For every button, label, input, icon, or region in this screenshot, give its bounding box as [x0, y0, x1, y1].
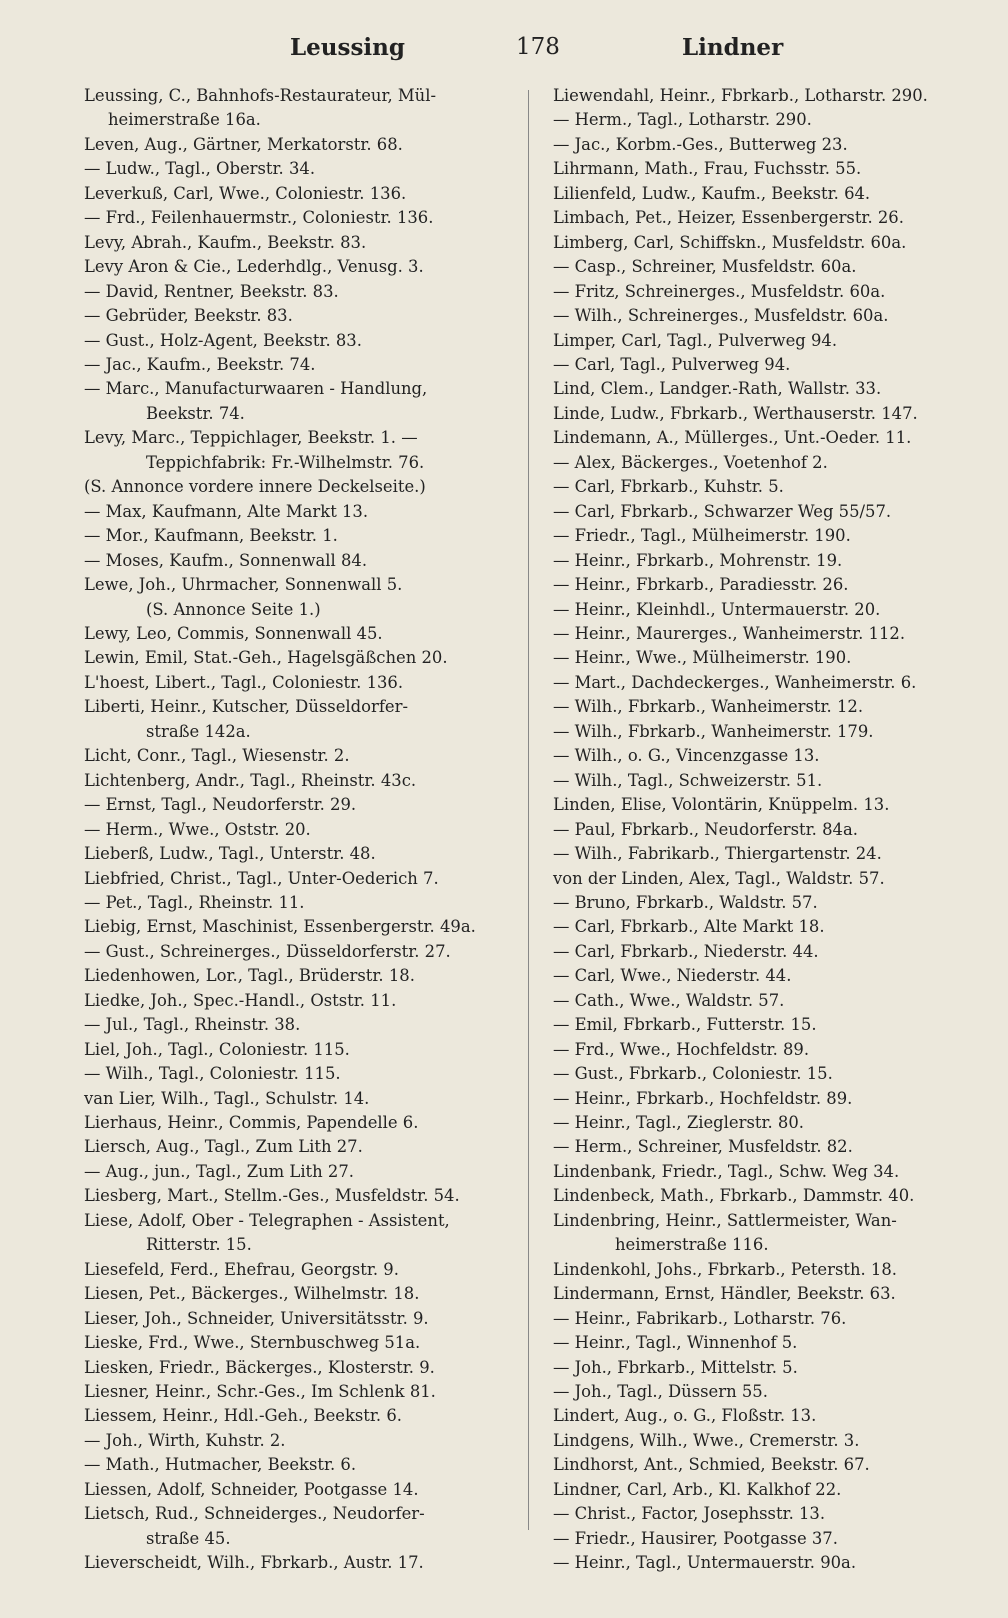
directory-entry-line: Ritterstr. 15.	[146, 1235, 252, 1255]
directory-entry-line: — David, Rentner, Beekstr. 83.	[84, 281, 339, 301]
directory-entry-line: — Emil, Fbrkarb., Futterstr. 15.	[553, 1015, 817, 1035]
directory-entry-line: — Carl, Fbrkarb., Kuhstr. 5.	[553, 477, 784, 497]
directory-entry-line: — Friedr., Hausirer, Pootgasse 37.	[553, 1528, 838, 1548]
left-column	[84, 84, 514, 1573]
directory-entry-line: — Mart., Dachdeckerges., Wanheimerstr. 6.	[553, 672, 917, 692]
directory-entry-line: — Paul, Fbrkarb., Neudorferstr. 84a.	[553, 819, 858, 839]
directory-entry-line: heimerstraße 116.	[615, 1235, 769, 1255]
directory-entry-line: — Ernst, Tagl., Neudorferstr. 29.	[84, 795, 357, 815]
page-number: 178	[516, 34, 560, 60]
directory-entry-line: Limper, Carl, Tagl., Pulverweg 94.	[553, 330, 838, 350]
directory-entry-line: Licht, Conr., Tagl., Wiesenstr. 2.	[84, 746, 350, 766]
directory-entry-line: — Heinr., Fbrkarb., Paradiesstr. 26.	[553, 575, 849, 595]
directory-entry-line: Liewendahl, Heinr., Fbrkarb., Lotharstr. 290.	[553, 86, 928, 105]
directory-entry-line: — Wilh., Tagl., Schweizerstr. 51.	[553, 770, 823, 790]
directory-entry-line: — Wilh., o. G., Vincenzgasse 13.	[553, 746, 820, 766]
directory-entry-line: Liel, Joh., Tagl., Coloniestr. 115.	[84, 1039, 350, 1059]
directory-entry-line: — Wilh., Fbrkarb., Wanheimerstr. 179.	[553, 721, 874, 741]
directory-entry-line: Liebfried, Christ., Tagl., Unter-Oederich 7.	[84, 868, 439, 888]
directory-entry-line: Lindgens, Wilh., Wwe., Cremerstr. 3.	[553, 1430, 860, 1450]
directory-entry-line: Lind, Clem., Landger.-Rath, Wallstr. 33.	[553, 379, 882, 399]
directory-entry-line: van Lier, Wilh., Tagl., Schulstr. 14.	[84, 1088, 370, 1108]
directory-entry-line: — Christ., Factor, Josephsstr. 13.	[553, 1504, 826, 1524]
directory-entry-line: Liesen, Pet., Bäckerges., Wilhelmstr. 18.	[84, 1284, 420, 1304]
directory-entry-line: Liedenhowen, Lor., Tagl., Brüderstr. 18.	[84, 966, 415, 986]
directory-entry-line: Linden, Elise, Volontärin, Knüppelm. 13.	[553, 795, 890, 815]
directory-entry-line: — Wilh., Tagl., Coloniestr. 115.	[84, 1064, 341, 1084]
directory-entry-line: Liessen, Adolf, Schneider, Pootgasse 14.	[84, 1479, 419, 1499]
directory-entry-line: — Gust., Fbrkarb., Coloniestr. 15.	[553, 1064, 833, 1084]
directory-entry-line: Liesken, Friedr., Bäckerges., Klosterstr. 9.	[84, 1357, 435, 1377]
directory-entry-line: — Frd., Feilenhauermstr., Coloniestr. 136.	[84, 208, 434, 228]
directory-entry-line: Liesberg, Mart., Stellm.-Ges., Musfeldstr. 54.	[84, 1186, 460, 1206]
directory-entry-line: Lindenbank, Friedr., Tagl., Schw. Weg 34.	[553, 1161, 900, 1181]
directory-entry-line: Lindenbring, Heinr., Sattlermeister, Wan-	[553, 1210, 897, 1230]
directory-entry-line: Leven, Aug., Gärtner, Merkatorstr. 68.	[84, 134, 403, 154]
directory-entry-line: straße 142a.	[146, 721, 251, 741]
directory-entry-line: Lindhorst, Ant., Schmied, Beekstr. 67.	[553, 1455, 870, 1475]
directory-entry-line: — Mor., Kaufmann, Beekstr. 1.	[84, 526, 338, 546]
directory-entry-line: — Carl, Fbrkarb., Alte Markt 18.	[553, 917, 825, 937]
directory-entry-line: Levy, Marc., Teppichlager, Beekstr. 1. —	[84, 428, 418, 448]
directory-entry-line: Lindenbeck, Math., Fbrkarb., Dammstr. 40.	[553, 1186, 915, 1206]
directory-entry-line: — Carl, Tagl., Pulverweg 94.	[553, 354, 791, 374]
directory-entry-line: — Jac., Kaufm., Beekstr. 74.	[84, 354, 316, 374]
directory-entry-line: — Casp., Schreiner, Musfeldstr. 60a.	[553, 257, 857, 277]
directory-entry-line: — Joh., Tagl., Düssern 55.	[553, 1382, 768, 1402]
directory-entry-line: — Fritz, Schreinerges., Musfeldstr. 60a.	[553, 281, 886, 301]
directory-entry-line: Lewe, Joh., Uhrmacher, Sonnenwall 5.	[84, 575, 403, 595]
directory-entry-line: — Wilh., Fbrkarb., Wanheimerstr. 12.	[553, 697, 864, 717]
directory-entry-line: Lindenkohl, Johs., Fbrkarb., Petersth. 18.	[553, 1259, 898, 1279]
directory-entry-line: — Marc., Manufacturwaaren - Handlung,	[84, 379, 428, 399]
directory-entry-line: — Herm., Schreiner, Musfeldstr. 82.	[553, 1137, 853, 1157]
directory-entry-line: — Heinr., Fbrkarb., Mohrenstr. 19.	[553, 550, 843, 570]
directory-entry-line: — Heinr., Kleinhdl., Untermauerstr. 20.	[553, 599, 881, 619]
directory-entry-line: Lindert, Aug., o. G., Floßstr. 13.	[553, 1406, 817, 1426]
directory-entry-line: — Gust., Holz-Agent, Beekstr. 83.	[84, 330, 362, 350]
directory-entry-line: — Frd., Wwe., Hochfeldstr. 89.	[553, 1039, 810, 1059]
directory-entry-line: Lieverscheidt, Wilh., Fbrkarb., Austr. 17.	[84, 1553, 424, 1573]
directory-entry-line: Lietsch, Rud., Schneiderges., Neudorfer-	[84, 1504, 425, 1524]
directory-entry-line: Lichtenberg, Andr., Tagl., Rheinstr. 43c.	[84, 770, 417, 790]
directory-entry-line: — Heinr., Tagl., Untermauerstr. 90a.	[553, 1553, 857, 1573]
directory-entry-line: — Math., Hutmacher, Beekstr. 6.	[84, 1455, 357, 1475]
directory-entry-line: — Gust., Schreinerges., Düsseldorferstr. 27.	[84, 941, 451, 961]
directory-entry-line: Leussing, C., Bahnhofs-Restaurateur, Mül-	[84, 86, 437, 105]
directory-entry-line: — Heinr., Tagl., Winnenhof 5.	[553, 1333, 798, 1353]
directory-entry-line: Lewy, Leo, Commis, Sonnenwall 45.	[84, 623, 383, 643]
directory-entry-line: — Joh., Fbrkarb., Mittelstr. 5.	[553, 1357, 798, 1377]
directory-entry-line: — Jul., Tagl., Rheinstr. 38.	[84, 1015, 301, 1035]
directory-entry-line: Lierhaus, Heinr., Commis, Papendelle 6.	[84, 1113, 419, 1133]
directory-entry-line: — Herm., Wwe., Oststr. 20.	[84, 819, 311, 839]
directory-entry-line: Teppichfabrik: Fr.-Wilhelmstr. 76.	[146, 452, 425, 472]
directory-entry-line: — Moses, Kaufm., Sonnenwall 84.	[84, 550, 368, 570]
directory-entry-line: — Bruno, Fbrkarb., Waldstr. 57.	[553, 892, 818, 912]
directory-entry-line: Liese, Adolf, Ober - Telegraphen - Assistent,	[84, 1210, 450, 1230]
directory-entry-line: — Carl, Wwe., Niederstr. 44.	[553, 966, 792, 986]
directory-entry-line: (S. Annonce vordere innere Deckelseite.)	[84, 477, 426, 497]
directory-entry-line: Lewin, Emil, Stat.-Geh., Hagelsgäßchen 20.	[84, 648, 448, 668]
directory-entry-line: Liedke, Joh., Spec.-Handl., Oststr. 11.	[84, 990, 397, 1010]
directory-entry-line: Liesner, Heinr., Schr.-Ges., Im Schlenk 81.	[84, 1382, 436, 1402]
directory-entry-line: Levy, Abrah., Kaufm., Beekstr. 83.	[84, 232, 367, 252]
directory-entry-line: — Joh., Wirth, Kuhstr. 2.	[84, 1430, 286, 1450]
directory-entry-line: — Wilh., Schreinerges., Musfeldstr. 60a.	[553, 306, 889, 326]
directory-entry-line: Lindner, Carl, Arb., Kl. Kalkhof 22.	[553, 1479, 842, 1499]
directory-entry-line: Linde, Ludw., Fbrkarb., Werthauserstr. 147.	[553, 403, 918, 423]
directory-entry-line: (S. Annonce Seite 1.)	[146, 599, 321, 619]
directory-entry-line: Lieberß, Ludw., Tagl., Unterstr. 48.	[84, 844, 376, 864]
directory-entry-line: — Heinr., Tagl., Zieglerstr. 80.	[553, 1113, 804, 1133]
directory-entry-line: Lihrmann, Math., Frau, Fuchsstr. 55.	[553, 159, 862, 179]
right-column	[553, 84, 993, 1573]
directory-entry-line: — Carl, Fbrkarb., Schwarzer Weg 55/57.	[553, 501, 892, 521]
directory-entry-line: Liebig, Ernst, Maschinist, Essenbergerstr. 49a.	[84, 917, 476, 937]
directory-entry-line: Lindermann, Ernst, Händler, Beekstr. 63.	[553, 1284, 896, 1304]
directory-entry-line: — Herm., Tagl., Lotharstr. 290.	[553, 110, 812, 130]
directory-entry-line: heimerstraße 16a.	[108, 110, 261, 130]
column-divider	[528, 90, 529, 1530]
directory-entry-line: — Cath., Wwe., Waldstr. 57.	[553, 990, 785, 1010]
directory-entry-line: Lindemann, A., Müllerges., Unt.-Oeder. 11.	[553, 428, 912, 448]
directory-entry-line: Liersch, Aug., Tagl., Zum Lith 27.	[84, 1137, 363, 1157]
directory-entry-line: — Heinr., Maurerges., Wanheimerstr. 112.	[553, 623, 906, 643]
directory-entry-line: von der Linden, Alex, Tagl., Waldstr. 57.	[553, 868, 885, 888]
directory-entry-line: — Wilh., Fabrikarb., Thiergartenstr. 24.	[553, 844, 882, 864]
directory-entry-line: — Alex, Bäckerges., Voetenhof 2.	[553, 452, 828, 472]
directory-entry-line: L'hoest, Libert., Tagl., Coloniestr. 136.	[84, 672, 404, 692]
directory-entry-line: Levy Aron & Cie., Lederhdlg., Venusg. 3.	[84, 257, 424, 277]
directory-entry-line: — Jac., Korbm.-Ges., Butterweg 23.	[553, 134, 848, 154]
directory-entry-line: Liberti, Heinr., Kutscher, Düsseldorfer-	[84, 697, 408, 717]
directory-entry-line: Lieske, Frd., Wwe., Sternbuschweg 51a.	[84, 1333, 421, 1353]
directory-entry-line: — Heinr., Fabrikarb., Lotharstr. 76.	[553, 1308, 847, 1328]
directory-entry-line: Limberg, Carl, Schiffskn., Musfeldstr. 60a.	[553, 232, 907, 252]
directory-entry-line: Limbach, Pet., Heizer, Essenbergerstr. 26.	[553, 208, 904, 228]
directory-entry-line: Lilienfeld, Ludw., Kaufm., Beekstr. 64.	[553, 183, 871, 203]
directory-entry-line: Liesefeld, Ferd., Ehefrau, Georgstr. 9.	[84, 1259, 399, 1279]
directory-entry-line: — Heinr., Fbrkarb., Hochfeldstr. 89.	[553, 1088, 853, 1108]
directory-entry-line: Leverkuß, Carl, Wwe., Coloniestr. 136.	[84, 183, 407, 203]
directory-entry-line: — Gebrüder, Beekstr. 83.	[84, 306, 293, 326]
directory-entry-line: — Heinr., Wwe., Mülheimerstr. 190.	[553, 648, 852, 668]
directory-entry-line: straße 45.	[146, 1528, 231, 1548]
header-left-keyword: Leussing	[290, 34, 405, 61]
directory-entry-line: Liessem, Heinr., Hdl.-Geh., Beekstr. 6.	[84, 1406, 402, 1426]
header-right-keyword: Lindner	[682, 34, 784, 61]
directory-entry-line: — Aug., jun., Tagl., Zum Lith 27.	[84, 1161, 354, 1181]
directory-entry-line: Lieser, Joh., Schneider, Universitätsstr. 9.	[84, 1308, 429, 1328]
directory-entry-line: — Carl, Fbrkarb., Niederstr. 44.	[553, 941, 819, 961]
directory-entry-line: — Max, Kaufmann, Alte Markt 13.	[84, 501, 369, 521]
directory-entry-line: — Friedr., Tagl., Mülheimerstr. 190.	[553, 526, 851, 546]
page-header	[0, 34, 1008, 74]
directory-entry-line: — Ludw., Tagl., Oberstr. 34.	[84, 159, 316, 179]
directory-entry-line: — Pet., Tagl., Rheinstr. 11.	[84, 892, 305, 912]
directory-entry-line: Beekstr. 74.	[146, 403, 245, 423]
